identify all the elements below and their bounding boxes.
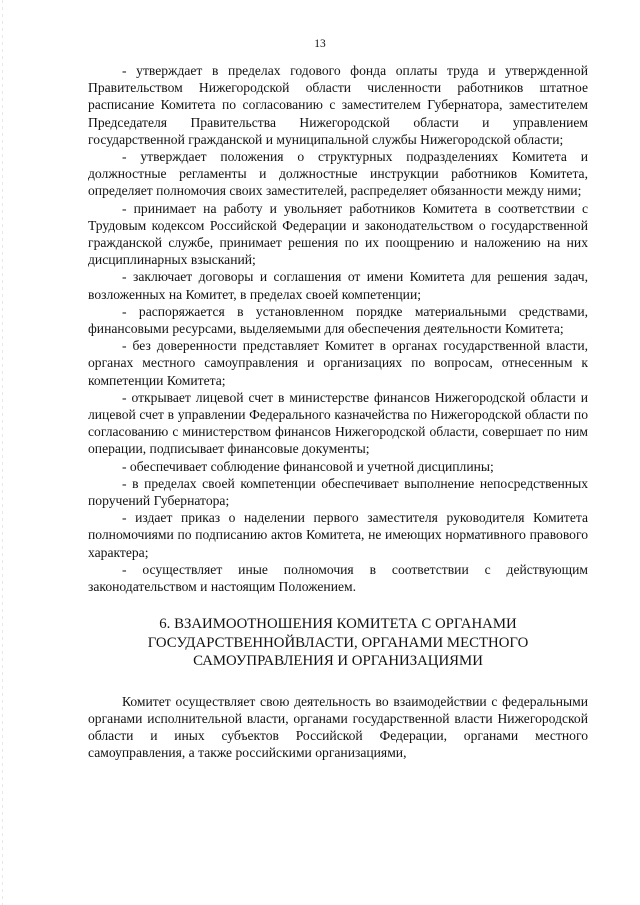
- section-paragraph: Комитет осуществляет свою деятельность во взаимодействии с федеральными органами исполнительной власти, органами государственной власти Нижегородской области и иных субъектов Российской Федерации, органами местного самоуправления, а также российскими организациями,: [88, 693, 588, 761]
- list-item-representation: - без доверенности представляет Комитет в органах государственной власти, органах местного самоуправления и организациях по вопросам, отнесенным к компетенции Комитета;: [88, 338, 588, 388]
- section-heading: [88, 615, 588, 671]
- list-item-accounts: - открывает лицевой счет в министерстве финансов Нижегородской области и лицевой счет в управлении Федерального казначейства по Нижегородской области по согласованию с министерством финансов Нижегородской области, совершает по ним операции, подписывает финансовые документы;: [88, 389, 588, 457]
- section-heading-line-1: 6. ВЗАИМООТНОШЕНИЯ КОМИТЕТА С ОРГАНАМИ: [159, 616, 517, 633]
- list-item-contracts: - заключает договоры и соглашения от имени Комитета для решения задач, возложенных на Комитет, в пределах своей компетенции;: [88, 269, 588, 302]
- list-item-other-powers: - осуществляет иные полномочия в соответствии с действующим законодательством и настоящим Положением.: [88, 561, 588, 595]
- scan-edge-decoration: [2, 0, 3, 905]
- page-number: 13: [314, 38, 326, 50]
- list-item-deputy-order: - издает приказ о наделении первого заместителя руководителя Комитета полномочиями по подписанию актов Комитета, не имеющих нормативного правового характера;: [88, 510, 588, 560]
- section-heading-line-2: ГОСУДАРСТВЕННОЙВЛАСТИ, ОРГАНАМИ МЕСТНОГО: [147, 634, 529, 651]
- list-item-regulations: - утверждает положения о структурных подразделениях Комитета и должностные регламенты и должностные инструкции работников Комитета, определяет полномочия своих заместителей, распределяет обязанности между ними;: [88, 149, 588, 199]
- list-item-staff-schedule: - утверждает в пределах годового фонда оплаты труда и утвержденной Правительством Нижегородской области численности работников штатное расписание Комитета по согласованию с заместителем Губернатора, заместителем Председателя Правительства Нижегородской области и управлением государственной гражданской и муниципальной службы Нижегородской области;: [88, 63, 588, 147]
- list-item-governor-orders: - в пределах своей компетенции обеспечивает выполнение непосредственных поручений Губернатора;: [88, 475, 588, 509]
- list-item-discipline: - обеспечивает соблюдение финансовой и учетной дисциплины;: [122, 458, 494, 474]
- section-heading-line-3: САМОУПРАВЛЕНИЯ И ОРГАНИЗАЦИЯМИ: [193, 653, 483, 670]
- list-item-hiring: - принимает на работу и увольняет работников Комитета в соответствии с Трудовым кодексом Российской Федерации и законодательством о государственной гражданской службе, принимает решения по их поощрению и наложению на них дисциплинарных взысканий;: [88, 200, 588, 268]
- document-body: [88, 62, 588, 762]
- list-item-resources: - распоряжается в установленном порядке материальными средствами, финансовыми ресурсами, выделяемыми для обеспечения деятельности Комитета;: [88, 303, 588, 337]
